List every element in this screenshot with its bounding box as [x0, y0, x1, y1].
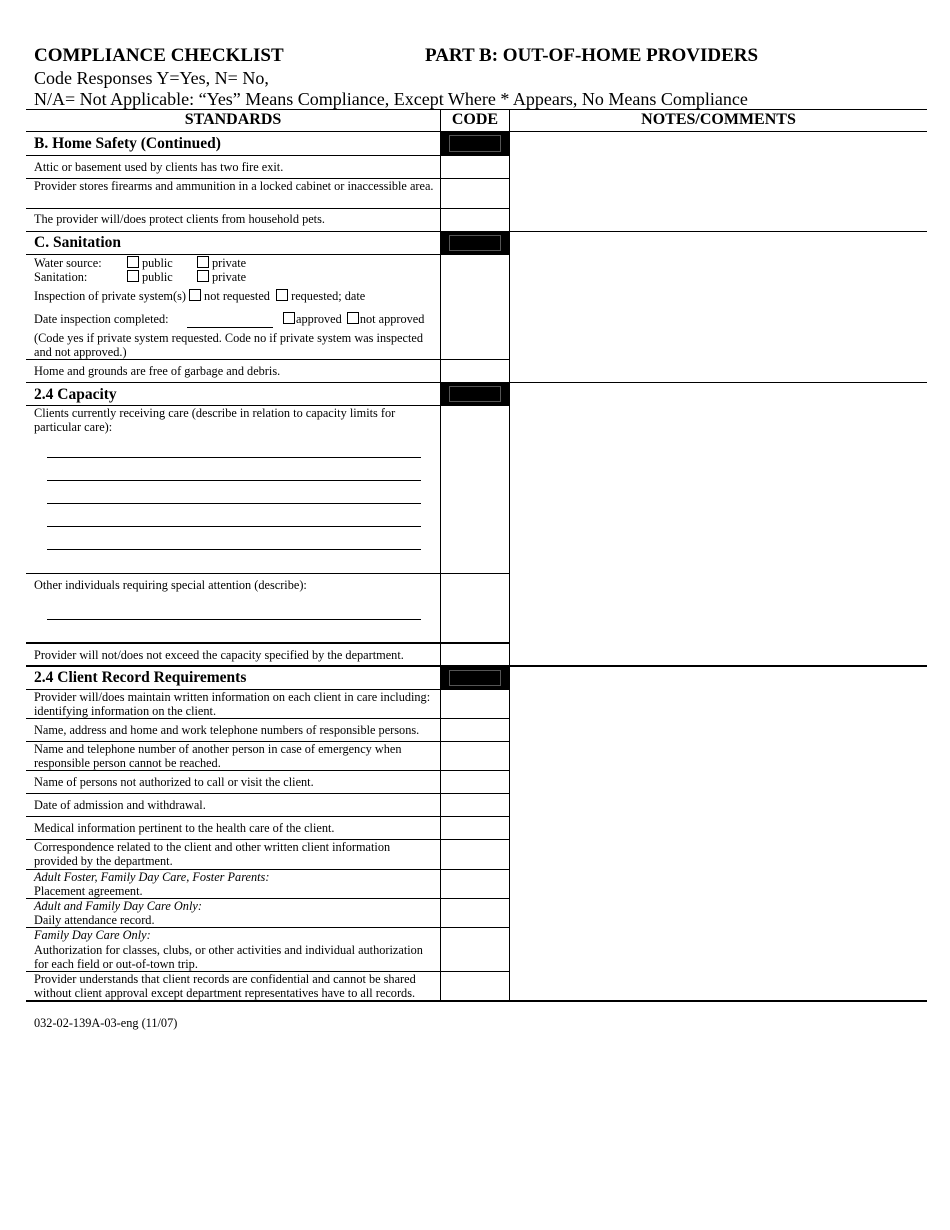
water-public-option[interactable]: public: [127, 256, 173, 271]
standard-item: The provider will/does protect clients from household pets.: [34, 212, 325, 226]
write-in-line[interactable]: [47, 619, 421, 620]
checkbox[interactable]: [127, 256, 139, 268]
code-responses-line: Code Responses Y=Yes, N= No,: [34, 68, 269, 88]
row-rule: [26, 770, 510, 771]
standard-item: Provider will not/does not exceed the capacity specified by the department.: [34, 648, 404, 662]
code-column-header: CODE: [451, 111, 499, 128]
row-rule: [26, 793, 510, 794]
row-rule: [26, 642, 510, 644]
write-in-line[interactable]: [47, 503, 421, 504]
section-code-cell-blocked: [441, 667, 509, 689]
write-in-line[interactable]: [47, 526, 421, 527]
standard-item: Name of persons not authorized to call or visit the client.: [34, 775, 314, 789]
not-approved-checkbox[interactable]: [347, 312, 359, 324]
standard-item: Provider understands that client records are confidential and cannot be shared without client approval except department representatives have to all records.: [34, 972, 416, 1000]
checkbox[interactable]: [127, 270, 139, 282]
row-rule: [26, 208, 510, 209]
standards-column-header: STANDARDS: [184, 111, 282, 128]
write-in-line[interactable]: [47, 457, 421, 458]
checkbox[interactable]: [197, 270, 209, 282]
water-source-label: Water source:: [34, 256, 102, 270]
standard-item: Placement agreement.: [34, 884, 143, 898]
section-title-client-records: 2.4 Client Record Requirements: [34, 669, 247, 686]
not-requested-checkbox[interactable]: [189, 289, 201, 301]
checkbox[interactable]: [197, 256, 209, 268]
date-inspection-label: Date inspection completed:: [34, 312, 169, 326]
approved-checkbox[interactable]: [283, 312, 295, 324]
clients-receiving-care-text: Clients currently receiving care (describe in relation to capacity limits for particular care):: [34, 406, 396, 434]
row-rule: [26, 155, 510, 156]
notes-column-header: NOTES/COMMENTS: [641, 111, 796, 128]
row-rule: [26, 718, 510, 719]
form-title: COMPLIANCE CHECKLIST: [34, 45, 284, 66]
standard-item: Name and telephone number of another person in case of emergency when responsible person cannot be reached.: [34, 742, 402, 770]
sanitation-note: (Code yes if private system requested. Code no if private system was inspected and not approved.): [34, 331, 423, 359]
section-code-cell-blocked: [441, 383, 509, 405]
approval-options: approved not approved: [283, 312, 424, 327]
family-day-care-qualifier: Family Day Care Only:: [34, 928, 151, 942]
water-private-option[interactable]: private: [197, 256, 246, 271]
standard-item: Home and grounds are free of garbage and debris.: [34, 364, 281, 378]
row-rule: [26, 573, 510, 574]
form-part-title: PART B: OUT-OF-HOME PROVIDERS: [425, 45, 759, 66]
grid-rule: [26, 1000, 927, 1002]
standard-item: Daily attendance record.: [34, 913, 155, 927]
standard-item: Provider stores firearms and ammunition in a locked cabinet or inaccessible area.: [34, 179, 434, 193]
row-rule: [26, 254, 510, 255]
form-number: 032-02-139A-03-eng (11/07): [34, 1016, 178, 1030]
section-code-cell-blocked: [441, 132, 509, 155]
section-title-home-safety: B. Home Safety (Continued): [34, 135, 221, 152]
standard-item: Medical information pertinent to the health care of the client.: [34, 821, 335, 835]
na-line: N/A= Not Applicable: “Yes” Means Compliance, Except Where * Appears, No Means Compliance: [34, 89, 748, 109]
inspection-row: Inspection of private system(s) not requested requested; date: [34, 289, 366, 303]
standard-item: Date of admission and withdrawal.: [34, 798, 206, 812]
other-individuals-text: Other individuals requiring special attention (describe):: [34, 578, 307, 592]
date-inspection-field[interactable]: [187, 327, 273, 328]
section-title-sanitation: C. Sanitation: [34, 234, 121, 251]
requested-checkbox[interactable]: [276, 289, 288, 301]
standard-item: Attic or basement used by clients has two fire exit.: [34, 160, 284, 174]
standard-item: Correspondence related to the client and other written client information provided by the department.: [34, 840, 391, 868]
standard-item: Name, address and home and work telephone numbers of responsible persons.: [34, 723, 420, 737]
row-rule: [26, 816, 510, 817]
section-title-capacity: 2.4 Capacity: [34, 386, 117, 403]
adult-day-care-qualifier: Adult and Family Day Care Only:: [34, 899, 202, 913]
sanitation-private-option[interactable]: private: [197, 270, 246, 285]
sanitation-public-option[interactable]: public: [127, 270, 173, 285]
grid-divider: [509, 109, 510, 1001]
standard-item: Authorization for classes, clubs, or other activities and individual authorization for each field or out-of-town trip.: [34, 943, 423, 971]
grid-rule: [26, 109, 927, 110]
sanitation-label: Sanitation:: [34, 270, 88, 284]
standard-item: Provider will/does maintain written information on each client in care including: identifying information on the client.: [34, 690, 431, 718]
section-code-cell-blocked: [441, 232, 509, 254]
foster-qualifier: Adult Foster, Family Day Care, Foster Parents:: [34, 870, 270, 884]
write-in-line[interactable]: [47, 480, 421, 481]
row-rule: [26, 359, 510, 360]
write-in-line[interactable]: [47, 549, 421, 550]
